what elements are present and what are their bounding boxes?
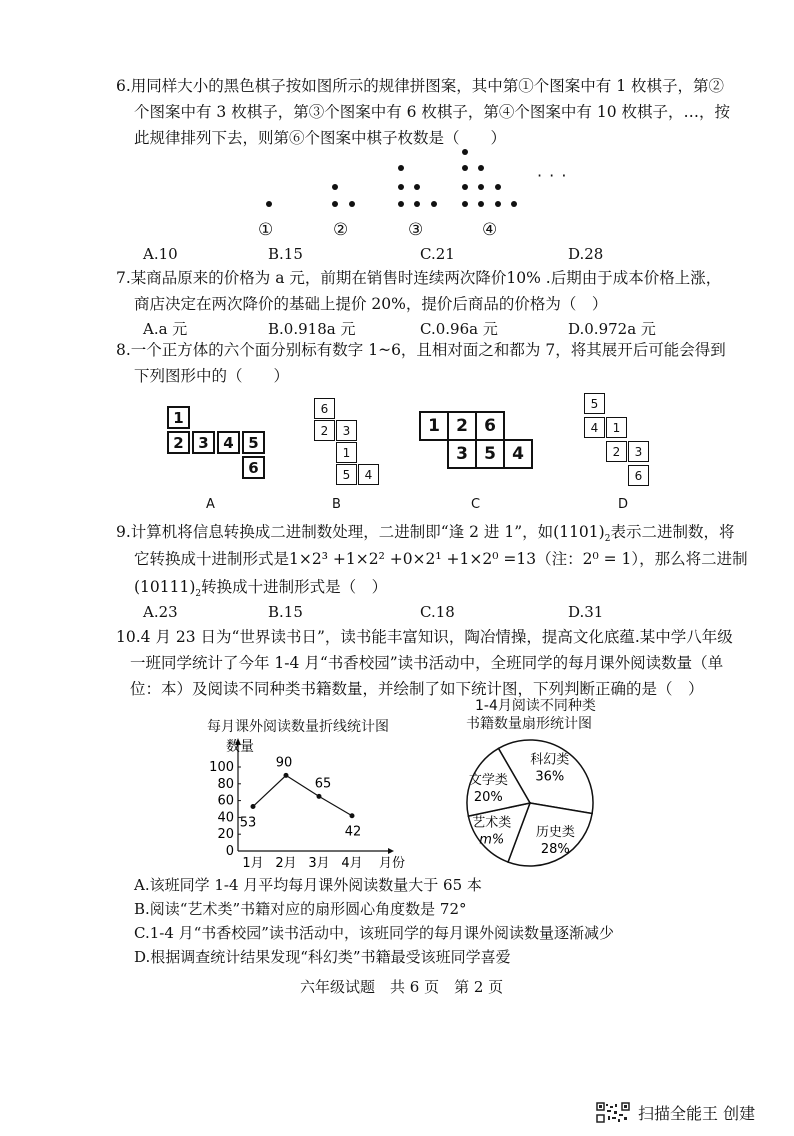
data-point bbox=[317, 794, 322, 799]
q9-example-10111: (10111) bbox=[134, 578, 196, 596]
net-a-face: 6 bbox=[242, 456, 265, 479]
data-point bbox=[284, 773, 289, 778]
x-tick-label: 3月 bbox=[308, 856, 330, 870]
slice-label: 20% bbox=[473, 789, 503, 805]
y-tick-label: 40 bbox=[217, 810, 234, 826]
net-d-face: 2 bbox=[606, 441, 627, 462]
q6-option-b[interactable]: B.15 bbox=[268, 245, 303, 263]
slice-label: 36% bbox=[535, 769, 565, 785]
series-line bbox=[253, 775, 352, 815]
net-d-face: 5 bbox=[584, 393, 605, 414]
q9-text-2a: 它转换成十进制形式是 bbox=[134, 550, 290, 568]
y-tick-label: 60 bbox=[217, 793, 234, 809]
q7-option-a[interactable]: A.a 元 bbox=[143, 320, 188, 338]
q9-option-c[interactable]: C.18 bbox=[420, 603, 455, 621]
net-c-face: 3 bbox=[447, 439, 477, 469]
q9-text-1: 9.计算机将信息转换成二进制数处理，二进制即“逢 2 进 1”，如 bbox=[116, 523, 554, 541]
net-d-face: 1 bbox=[606, 417, 627, 438]
q6-option-a[interactable]: A.10 bbox=[143, 245, 178, 263]
x-tick-label: 2月 bbox=[275, 856, 297, 870]
q9-option-d[interactable]: D.31 bbox=[568, 603, 604, 621]
q6-label-2: ② bbox=[333, 220, 349, 240]
q8-label-c: C bbox=[471, 497, 481, 512]
q9-formula: 1×2³ +1×2² +0×2¹ +1×2⁰ =13 bbox=[289, 550, 537, 568]
q10-option-a[interactable]: A.该班同学 1-4 月平均每月课外阅读数量大于 65 本 bbox=[134, 876, 482, 894]
q6-label-4: ④ bbox=[482, 220, 498, 240]
net-a-face: 5 bbox=[242, 431, 265, 454]
data-label: 42 bbox=[344, 824, 362, 840]
y-tick-label: 0 bbox=[225, 844, 234, 859]
x-tick-label: 4月 bbox=[341, 856, 363, 870]
q9-text-1b: 表示二进制数，将 bbox=[610, 523, 735, 541]
qr-code-icon bbox=[596, 1102, 630, 1136]
slice-name: 文学类 bbox=[468, 772, 508, 788]
q7-line2: 商店决定在两次降价的基础上提价 20%，提价后商品的价格为（ ） bbox=[134, 295, 608, 313]
q8-label-d: D bbox=[618, 497, 629, 512]
data-label: 53 bbox=[239, 815, 257, 831]
data-point bbox=[350, 813, 355, 818]
y-tick-label: 100 bbox=[209, 760, 234, 775]
x-axis-arrow bbox=[388, 848, 394, 854]
slice-label: m% bbox=[479, 832, 505, 848]
q8-line2: 下列图形中的（ ） bbox=[134, 367, 290, 385]
x-tick-label: 1月 bbox=[242, 856, 264, 870]
net-d-face: 6 bbox=[628, 465, 649, 486]
q9-option-a[interactable]: A.23 bbox=[143, 603, 178, 621]
q8-label-a: A bbox=[206, 497, 215, 512]
q10-option-d[interactable]: D.根据调查统计结果发现“科幻类”书籍最受该班同学喜爱 bbox=[134, 948, 511, 966]
q6-label-1: ① bbox=[258, 220, 274, 240]
net-a-face: 3 bbox=[192, 431, 215, 454]
q10-option-b[interactable]: B.阅读“艺术类”书籍对应的扇形圆心角度数是 72° bbox=[134, 900, 467, 918]
net-c-face: 2 bbox=[447, 411, 477, 441]
q9-example-1101: (1101) bbox=[553, 523, 605, 541]
line-chart-title: 每月课外阅读数量折线统计图 bbox=[207, 719, 389, 735]
line-chart bbox=[200, 735, 420, 870]
net-b-face: 4 bbox=[358, 464, 379, 485]
q10-line1: 10.4 月 23 日为“世界读书日”，读书能丰富知识，陶冶情操，提高文化底蕴.某中学八年级 bbox=[116, 628, 733, 646]
net-b-face: 2 bbox=[314, 420, 335, 441]
pie-chart bbox=[455, 728, 605, 878]
watermark-text: 扫描全能王 创建 bbox=[638, 1104, 756, 1123]
q6-option-d[interactable]: D.28 bbox=[568, 245, 604, 263]
slice-name: 艺术类 bbox=[472, 815, 512, 831]
net-c-face: 4 bbox=[503, 439, 533, 469]
q9-subscript: 2 bbox=[604, 534, 611, 545]
net-a-face: 4 bbox=[217, 431, 240, 454]
q10-line2: 一班同学统计了今年 1-4 月“书香校园”读书活动中，全班同学的每月课外阅读数量（单 bbox=[130, 654, 724, 672]
y-tick-label: 80 bbox=[217, 776, 234, 792]
net-b-face: 1 bbox=[336, 442, 357, 463]
q8-line1: 8.一个正方体的六个面分别标有数字 1~6，且相对面之和都为 7，将其展开后可能会得到 bbox=[116, 341, 726, 359]
q6-ellipsis: · · · bbox=[537, 166, 568, 185]
net-d-face: 4 bbox=[584, 417, 605, 438]
y-axis-label: 数量 bbox=[226, 739, 254, 755]
q7-option-b[interactable]: B.0.918a 元 bbox=[268, 320, 356, 338]
q10-option-c[interactable]: C.1-4 月“书香校园”读书活动中，该班同学的每月课外阅读数量逐渐减少 bbox=[134, 924, 614, 942]
net-a-face: 1 bbox=[167, 406, 190, 429]
net-a-face: 2 bbox=[167, 431, 190, 454]
data-label: 65 bbox=[314, 776, 332, 792]
net-c-face: 5 bbox=[475, 439, 505, 469]
y-tick-label: 20 bbox=[217, 827, 234, 843]
q6-line1: 6.用同样大小的黑色棋子按如图所示的规律拼图案，其中第①个图案中有 1 枚棋子，第② bbox=[116, 77, 725, 95]
q8-label-b: B bbox=[332, 497, 341, 512]
slice-name: 历史类 bbox=[535, 825, 575, 841]
net-c-face: 6 bbox=[475, 411, 505, 441]
page-footer: 六年级试题 共 6 页 第 2 页 bbox=[300, 978, 504, 996]
q6-label-3: ③ bbox=[408, 220, 424, 240]
net-b-face: 3 bbox=[336, 420, 357, 441]
x-axis-label: 月份 bbox=[378, 856, 406, 870]
q6-line2: 个图案中有 3 枚棋子，第③个图案中有 6 枚棋子，第④个图案中有 10 枚棋子，…，按 bbox=[134, 103, 731, 121]
data-label: 90 bbox=[275, 755, 293, 771]
q7-option-d[interactable]: D.0.972a 元 bbox=[568, 320, 656, 338]
q9-text-3: 转换成十进制形式是（ ） bbox=[201, 578, 388, 596]
q6-line3: 此规律排列下去，则第⑥个图案中棋子枚数是（ ） bbox=[134, 129, 507, 147]
net-b-face: 5 bbox=[336, 464, 357, 485]
net-b-face: 6 bbox=[314, 398, 335, 419]
net-c-face: 1 bbox=[419, 411, 449, 441]
q9-text-2b: （注：2⁰ = 1），那么将二进制 bbox=[536, 550, 748, 568]
q7-option-c[interactable]: C.0.96a 元 bbox=[420, 320, 498, 338]
q9-subscript: 2 bbox=[195, 589, 202, 600]
q10-line3: 位：本）及阅读不同种类书籍数量，并绘制了如下统计图，下列判断正确的是（ ） bbox=[130, 680, 704, 698]
slice-label: 28% bbox=[540, 842, 570, 858]
q7-line1: 7.某商品原来的价格为 a 元，前期在销售时连续两次降价10% .后期由于成本价格上涨， bbox=[116, 269, 722, 287]
net-d-face: 3 bbox=[628, 441, 649, 462]
q9-option-b[interactable]: B.15 bbox=[268, 603, 303, 621]
q9-line2 bbox=[134, 545, 748, 573]
pie-chart-title-1: 1-4月阅读不同种类 bbox=[475, 698, 596, 714]
q6-option-c[interactable]: C.21 bbox=[420, 245, 455, 263]
data-point bbox=[251, 804, 256, 809]
slice-name: 科幻类 bbox=[530, 752, 570, 768]
pie-chart-title-2: 书籍数量扇形统计图 bbox=[466, 716, 592, 732]
